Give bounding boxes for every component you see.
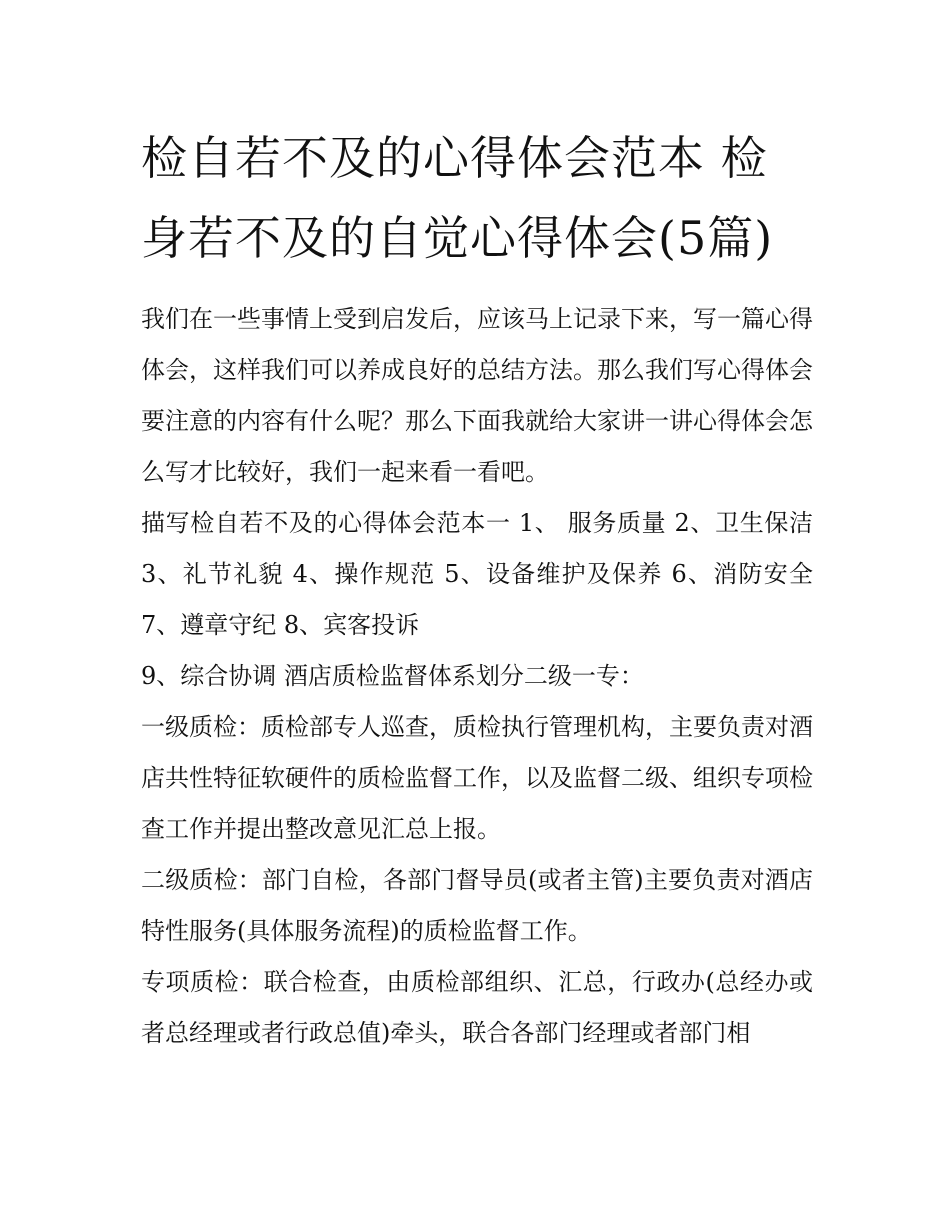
paragraph-level-two: 二级质检：部门自检，各部门督导员(或者主管)主要负责对酒店特性服务(具体服务流程)的质检监督工作。 bbox=[141, 866, 813, 945]
paragraph-coordination: 9、综合协调 酒店质检监督体系划分二级一专： bbox=[141, 662, 644, 690]
paragraph-intro: 我们在一些事情上受到启发后，应该马上记录下来，写一篇心得体会，这样我们可以养成良好的总结方法。那么我们写心得体会要注意的内容有什么呢？那么下面我就给大家讲一讲心得体会怎么写才比较好，我们一起来看一看吧。 bbox=[141, 305, 813, 486]
document-title: 检自若不及的心得体会范本 检身若不及的自觉心得体会(5篇) bbox=[141, 131, 774, 265]
paragraph-inspection-items: 描写检自若不及的心得体会范本一 1、 服务质量 2、卫生保洁 3、礼节礼貌 4、操作规范 5、设备维护及保养 6、消防安全 7、遵章守纪 8、宾客投诉 bbox=[141, 509, 813, 639]
document-body bbox=[141, 118, 813, 1059]
paragraph-level-one: 一级质检：质检部专人巡查，质检执行管理机构，主要负责对酒店共性特征软硬件的质检监督工作，以及监督二级、组织专项检查工作并提出整改意见汇总上报。 bbox=[141, 713, 813, 843]
paragraph-special-inspection: 专项质检：联合检查，由质检部组织、汇总，行政办(总经办或者总经理或者行政总值)牵头，联合各部门经理或者部门相 bbox=[141, 968, 813, 1047]
